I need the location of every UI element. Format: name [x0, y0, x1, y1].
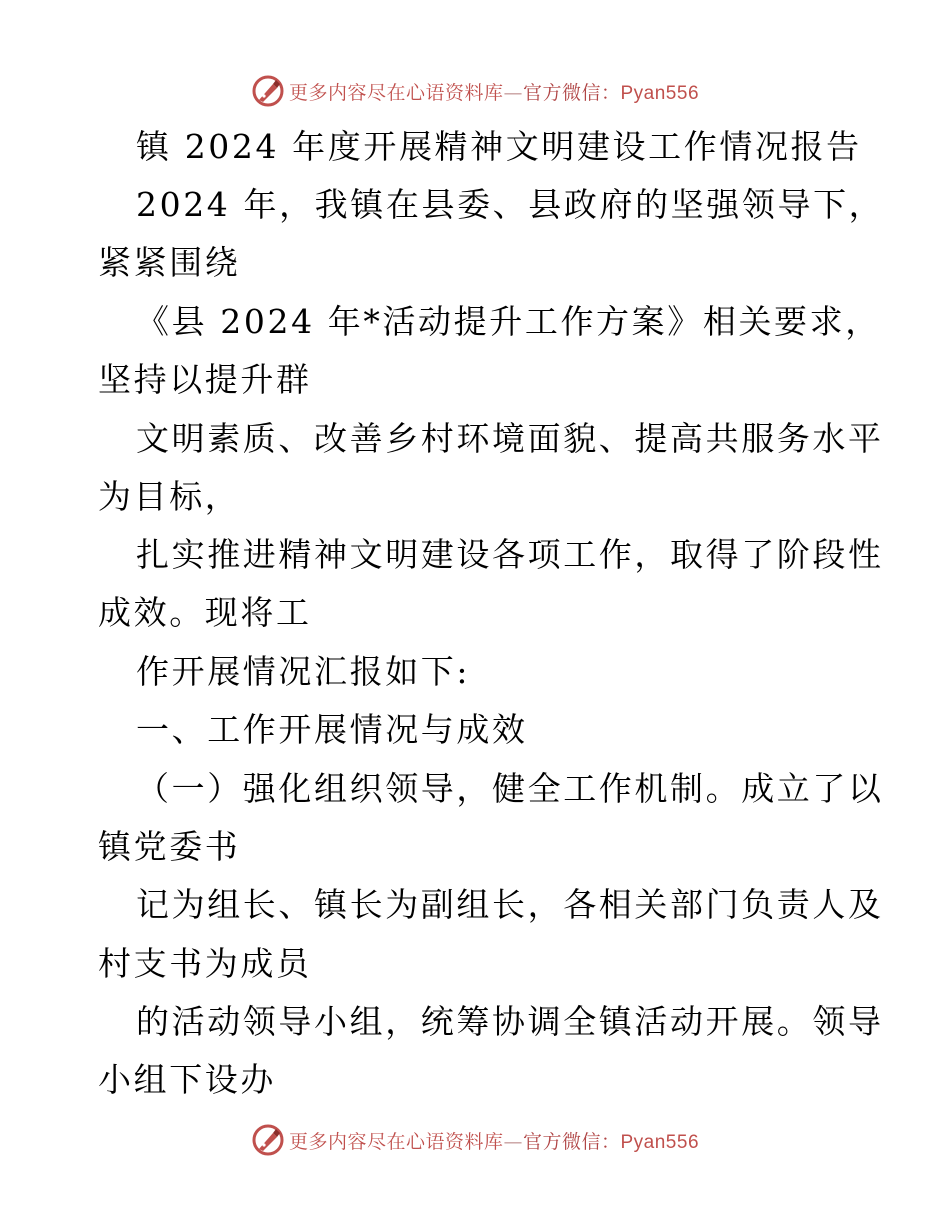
- watermark-wechat-label: 官方微信：: [522, 81, 621, 104]
- paragraph-line: 镇党委书: [98, 827, 241, 866]
- paragraph-line: 作开展情况汇报如下:: [136, 652, 471, 691]
- paragraph-line: 村支书为成员: [98, 944, 312, 983]
- watermark-separator: —: [503, 81, 523, 104]
- watermark-separator: —: [503, 1130, 523, 1153]
- pen-nib-logo-icon: [251, 74, 285, 108]
- watermark-main-text: 更多内容尽在心语资料库: [288, 1130, 504, 1153]
- watermark-text: [289, 1127, 699, 1154]
- paragraph-line: 紧紧围绕: [98, 243, 241, 282]
- watermark-wechat-id: Pyan556: [620, 82, 700, 104]
- paragraph-line: 扎实推进精神文明建设各项工作，取得了阶段性: [136, 535, 884, 574]
- watermark-wechat-label: 官方微信：: [522, 1130, 621, 1153]
- header-watermark: [0, 71, 950, 111]
- paragraph-line: 的活动领导小组，统筹协调全镇活动开展。领导: [136, 1002, 884, 1041]
- paragraph-line: 小组下设办: [98, 1060, 276, 1099]
- paragraph-line: 成效。现将工: [98, 593, 312, 632]
- watermark-wechat-id: Pyan556: [620, 1131, 700, 1153]
- paragraph-line: 《县 2024 年*活动提升工作方案》相关要求，: [136, 302, 881, 341]
- paragraph-line: 为目标，: [98, 477, 241, 516]
- paragraph-line: 文明素质、改善乡村环境面貌、提高共服务水平: [136, 419, 884, 458]
- paragraph-line: 记为组长、镇长为副组长，各相关部门负责人及: [136, 885, 884, 924]
- watermark-main-text: 更多内容尽在心语资料库: [288, 81, 504, 104]
- subsection-heading-line: （一）强化组织领导，健全工作机制。成立了以: [136, 769, 884, 808]
- footer-watermark: [0, 1120, 950, 1160]
- paragraph-line: 坚持以提升群: [98, 360, 312, 399]
- document-title: 镇 2024 年度开展精神文明建设工作情况报告: [136, 127, 862, 166]
- pen-nib-logo-icon: [251, 1123, 285, 1157]
- paragraph-line: 2024 年，我镇在县委、县政府的坚强领导下，: [136, 185, 885, 224]
- section-heading: 一、工作开展情况与成效: [136, 710, 528, 749]
- watermark-text: [289, 78, 699, 105]
